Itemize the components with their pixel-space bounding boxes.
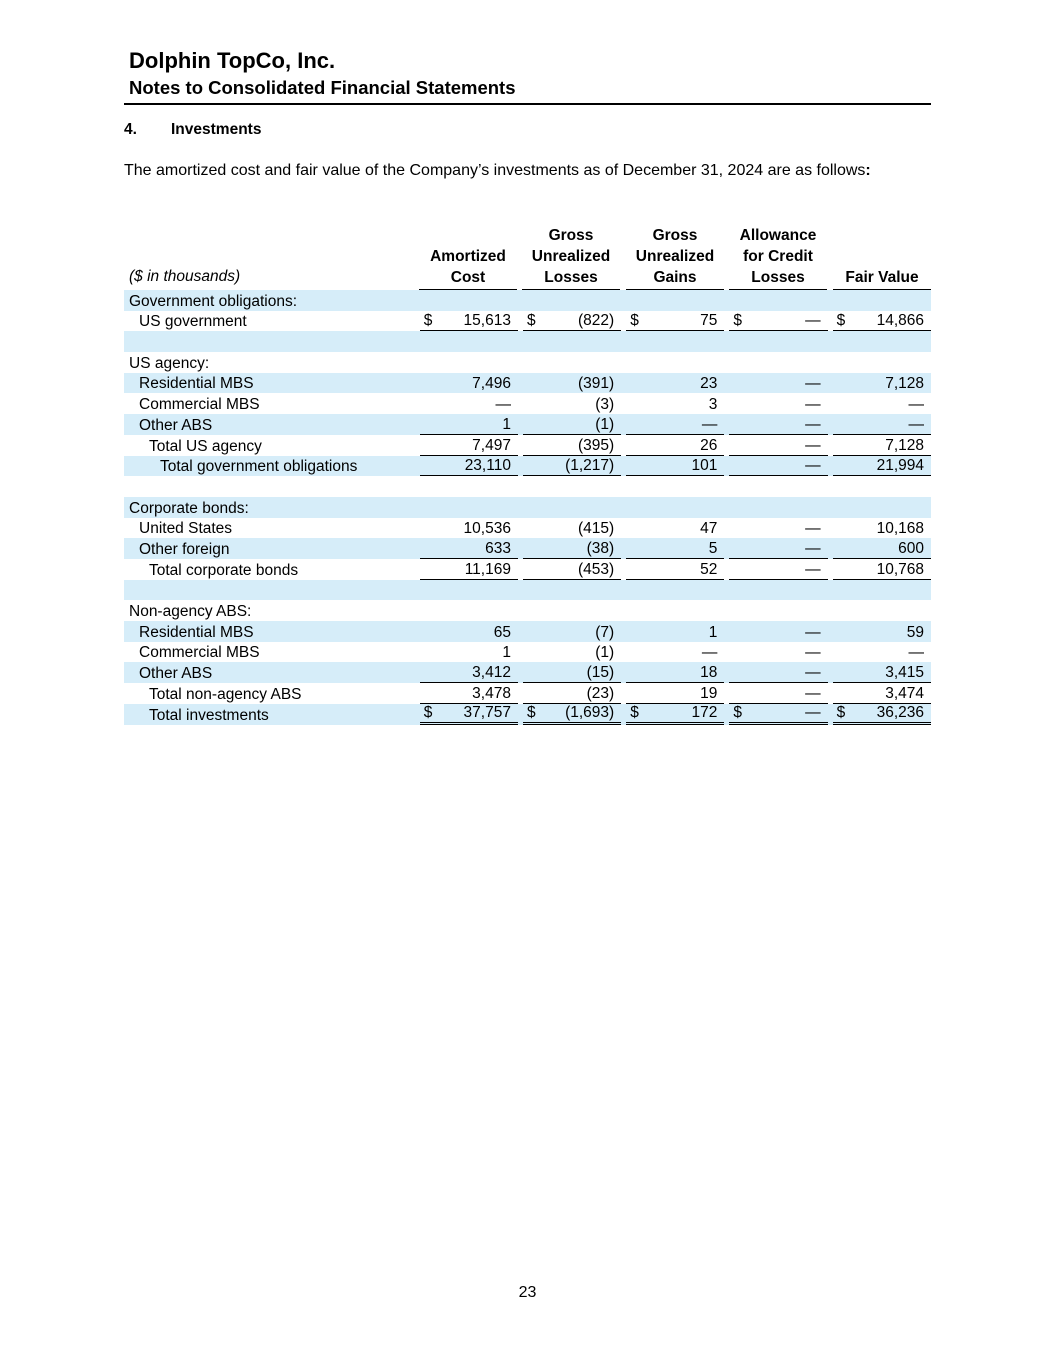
table-cell [523,497,621,518]
cell-value: — [805,312,821,330]
row-label [124,704,415,725]
table-cell [626,414,724,435]
cell-value: 14,866 [876,312,924,330]
intro-colon: : [865,162,871,179]
cell-value: 59 [906,623,924,641]
table-cell [833,704,931,725]
cell-value: (1) [595,644,615,662]
cell-value: (38) [586,539,615,557]
row-label-text [124,479,129,496]
currency-symbol: $ [423,312,433,330]
table-cell [626,290,724,311]
table-cell [729,331,827,352]
cell-value: 600 [898,539,924,557]
table-cell [420,311,518,332]
row-label-text: Other ABS [139,665,213,683]
row-label [124,456,415,477]
table-row [124,331,931,352]
cell-value: (822) [578,312,615,330]
cell-value: — [805,664,821,682]
table-cell [833,662,931,683]
currency-symbol: $ [630,703,639,721]
row-label [124,290,415,311]
table-row [124,373,931,394]
table-cell [626,600,724,621]
table-cell [833,311,931,332]
column-header-line: Losses [544,269,598,286]
cell-value: 11,169 [464,560,511,578]
currency-symbol: $ [526,312,536,330]
row-label-text: Corporate bonds: [129,499,249,517]
table-row [124,290,931,311]
table-cell [729,518,827,539]
table-cell [833,352,931,373]
column-header [626,228,724,290]
cell-value: 3,474 [885,684,924,702]
table-cell [729,683,827,704]
table-cell [523,621,621,642]
row-label-text: US government [139,313,247,331]
cell-value: 75 [700,312,718,330]
intro-paragraph [124,162,871,180]
table-cell [729,435,827,456]
cell-value: (3) [595,396,615,414]
cell-value: 1 [708,623,718,641]
row-label-text [124,582,129,599]
table-cell [729,559,827,580]
column-header [419,228,517,290]
table-cell [626,435,724,456]
column-header-line [419,225,517,246]
cell-value: — [805,560,821,578]
row-label [124,352,415,373]
table-cell [729,393,827,414]
row-label-text: Government obligations: [129,292,298,310]
column-header-line: Unrealized [635,248,715,265]
cell-value: 15,613 [463,312,511,330]
table-cell [626,518,724,539]
cell-value: — [908,415,924,433]
cell-value: 7,128 [885,436,924,454]
cell-value: 633 [485,539,511,557]
row-label-text: Non-agency ABS: [129,603,252,620]
column-header-line: Fair Value [845,269,919,286]
cell-value: (23) [586,684,615,702]
cell-value: 3,412 [472,664,511,682]
table-cell [626,311,724,332]
table-cell [626,580,724,601]
column-header-line [833,246,931,267]
cell-value: 7,128 [885,375,924,393]
row-label [124,518,415,539]
row-label [124,331,415,352]
currency-symbol: $ [836,312,846,330]
column-header-line: Losses [751,269,805,286]
currency-symbol: $ [630,312,639,330]
cell-value: 65 [493,623,511,641]
table-cell [523,538,621,559]
table-cell [626,393,724,414]
table-cell [523,435,621,456]
table-cell [420,476,518,497]
table-cell [626,456,724,477]
cell-value: 37,757 [463,703,511,721]
cell-value: 1 [502,415,511,433]
table-cell [420,331,518,352]
cell-value: — [805,539,821,557]
table-cell [729,704,827,725]
cell-value: — [805,415,821,433]
page-header [124,47,931,105]
cell-value: — [805,396,821,414]
row-label-text: Total government obligations [160,458,358,476]
table-cell [523,352,621,373]
table-cell [420,435,518,456]
cell-value: (395) [578,436,615,454]
cell-value: 101 [691,457,718,475]
table-row [124,683,931,704]
table-cell [626,642,724,663]
cell-value: 19 [700,684,718,702]
cell-value: — [908,644,924,662]
row-label-text: Residential MBS [139,375,254,393]
table-cell [833,435,931,456]
column-header-line: for Credit [743,248,813,265]
table-cell [833,497,931,518]
table-cell [729,352,827,373]
cell-value: (1,693) [565,703,615,721]
table-row [124,352,931,373]
table-row [124,600,931,621]
intro-text: The amortized cost and fair value of the Company’s investments as of December 31, 2024 are as follows [124,162,866,179]
column-header [729,228,827,290]
table-cell [626,373,724,394]
section-title: Investments [171,121,262,138]
cell-value: 18 [700,664,718,682]
table-row [124,642,931,663]
table-cell [420,456,518,477]
cell-value: 23,110 [464,457,511,475]
table-cell [420,683,518,704]
table-cell [626,538,724,559]
row-label-text: Total investments [149,706,269,724]
table-cell [833,600,931,621]
table-cell [729,373,827,394]
table-row [124,518,931,539]
cell-value: 3,415 [885,664,924,682]
column-header [833,228,931,290]
table-cell [729,621,827,642]
row-label [124,373,415,394]
table-cell [729,642,827,663]
cell-value: (1,217) [565,457,615,475]
row-label [124,497,415,518]
table-cell [420,414,518,435]
page-number: 23 [518,1284,537,1301]
table-cell [523,456,621,477]
cell-value: 26 [700,436,718,454]
row-label [124,580,415,601]
table-row [124,435,931,456]
table-cell [833,393,931,414]
table-cell [833,290,931,311]
table-cell [420,518,518,539]
table-row [124,538,931,559]
cell-value: 21,994 [876,457,924,475]
column-header-line: Unrealized [531,248,611,265]
table-cell [729,662,827,683]
cell-value: (1) [595,415,615,433]
row-label [124,538,415,559]
section-heading [124,121,261,139]
table-row [124,580,931,601]
table-row [124,621,931,642]
column-header-line: Cost [450,269,486,286]
row-label-text: Other ABS [139,416,213,434]
cell-value: — [805,457,821,475]
row-label-text: Commercial MBS [139,644,260,662]
table-cell [626,704,724,725]
table-cell [833,538,931,559]
cell-value: — [805,623,821,641]
cell-value: — [805,684,821,702]
currency-symbol: $ [423,703,433,721]
table-row [124,704,931,725]
row-label [124,476,415,497]
column-header-line: Amortized [430,248,506,265]
table-row [124,311,931,332]
table-cell [833,518,931,539]
table-cell [729,414,827,435]
table-cell [523,290,621,311]
cell-value: — [805,520,821,538]
table-cell [420,600,518,621]
cell-value: 10,536 [463,520,511,538]
table-cell [420,497,518,518]
cell-value: 10,768 [876,560,924,578]
table-cell [626,559,724,580]
table-cell [729,476,827,497]
row-label [124,435,415,456]
cell-value: (415) [578,520,615,538]
row-label-text: Other foreign [139,540,230,558]
row-label [124,683,415,704]
cell-value: — [701,415,718,433]
cell-value: 36,236 [876,703,924,721]
table-cell [420,621,518,642]
row-label [124,600,415,621]
row-label-text: Total non-agency ABS [149,685,302,703]
row-label [124,662,415,683]
cell-value: 10,168 [876,520,924,538]
column-header [522,228,620,290]
cell-value: — [495,396,511,414]
table-cell [626,352,724,373]
cell-value: (391) [578,375,615,393]
column-header-line: Allowance [739,227,817,244]
table-cell [729,290,827,311]
row-label-text: US agency: [129,354,210,372]
table-cell [420,559,518,580]
cell-value: 3 [708,396,718,414]
cell-value: (453) [578,560,615,578]
cell-value: — [805,644,821,662]
currency-symbol: $ [733,703,743,721]
table-cell [420,662,518,683]
table-cell [523,518,621,539]
column-header-line: Gross [548,227,594,244]
table-cell [833,456,931,477]
investments-table [124,290,931,725]
table-cell [626,662,724,683]
document-subtitle: Notes to Consolidated Financial Statements [129,77,516,98]
cell-value: — [805,436,821,454]
row-label-text: Total US agency [149,437,262,455]
cell-value: (7) [595,623,615,641]
table-cell [523,373,621,394]
row-label-text: Commercial MBS [139,396,260,414]
row-label [124,559,415,580]
currency-symbol: $ [526,703,536,721]
row-label-text: United States [139,520,233,538]
section-number: 4. [124,121,137,138]
table-cell [833,580,931,601]
table-row [124,497,931,518]
currency-symbol: $ [733,312,743,330]
table-cell [523,704,621,725]
currency-symbol: $ [836,703,846,721]
table-cell [523,414,621,435]
cell-value: 172 [691,703,718,721]
table-cell [523,683,621,704]
row-label-text: Residential MBS [139,623,254,641]
table-cell [729,497,827,518]
column-header-line: Gains [653,269,697,286]
row-label [124,642,415,663]
cell-value: — [908,396,924,414]
table-cell [626,621,724,642]
table-row [124,662,931,683]
table-cell [523,642,621,663]
cell-value: 7,496 [472,375,511,393]
company-name: Dolphin TopCo, Inc. [129,48,336,73]
table-cell [626,683,724,704]
table-cell [729,538,827,559]
table-cell [626,476,724,497]
table-cell [833,683,931,704]
row-label [124,393,415,414]
table-cell [833,559,931,580]
cell-value: — [805,375,821,393]
table-cell [833,331,931,352]
table-cell [833,642,931,663]
table-cell [626,497,724,518]
cell-value: 3,478 [472,684,511,702]
unit-label: ($ in thousands) [129,268,241,285]
table-cell [729,600,827,621]
table-cell [420,373,518,394]
table-cell [833,476,931,497]
row-label [124,311,415,332]
table-cell [523,600,621,621]
table-cell [523,311,621,332]
table-row [124,414,931,435]
table-cell [420,538,518,559]
table-cell [420,580,518,601]
table-cell [729,311,827,332]
row-label-text: Total corporate bonds [149,561,299,579]
cell-value: (15) [586,664,615,682]
row-label [124,621,415,642]
cell-value: 23 [700,375,718,393]
table-cell [523,580,621,601]
table-cell [523,662,621,683]
cell-value: — [701,644,718,662]
table-row [124,559,931,580]
table-cell [626,331,724,352]
table-row [124,456,931,477]
cell-value: — [805,703,821,721]
table-cell [523,559,621,580]
table-cell [420,393,518,414]
table-cell [729,456,827,477]
cell-value: 7,497 [472,436,511,454]
table-cell [420,290,518,311]
table-cell [833,621,931,642]
table-row [124,393,931,414]
table-cell [523,331,621,352]
table-cell [420,642,518,663]
cell-value: 5 [708,539,718,557]
table-cell [833,414,931,435]
row-label-text [124,334,129,351]
cell-value: 1 [502,644,511,662]
table-cell [729,580,827,601]
table-cell [420,352,518,373]
table-cell [523,393,621,414]
table-cell [523,476,621,497]
table-cell [833,373,931,394]
column-header-line [833,225,931,246]
column-header-line: Gross [652,227,698,244]
table-row [124,476,931,497]
cell-value: 47 [700,520,718,538]
cell-value: 52 [700,560,718,578]
row-label [124,414,415,435]
table-cell [420,704,518,725]
